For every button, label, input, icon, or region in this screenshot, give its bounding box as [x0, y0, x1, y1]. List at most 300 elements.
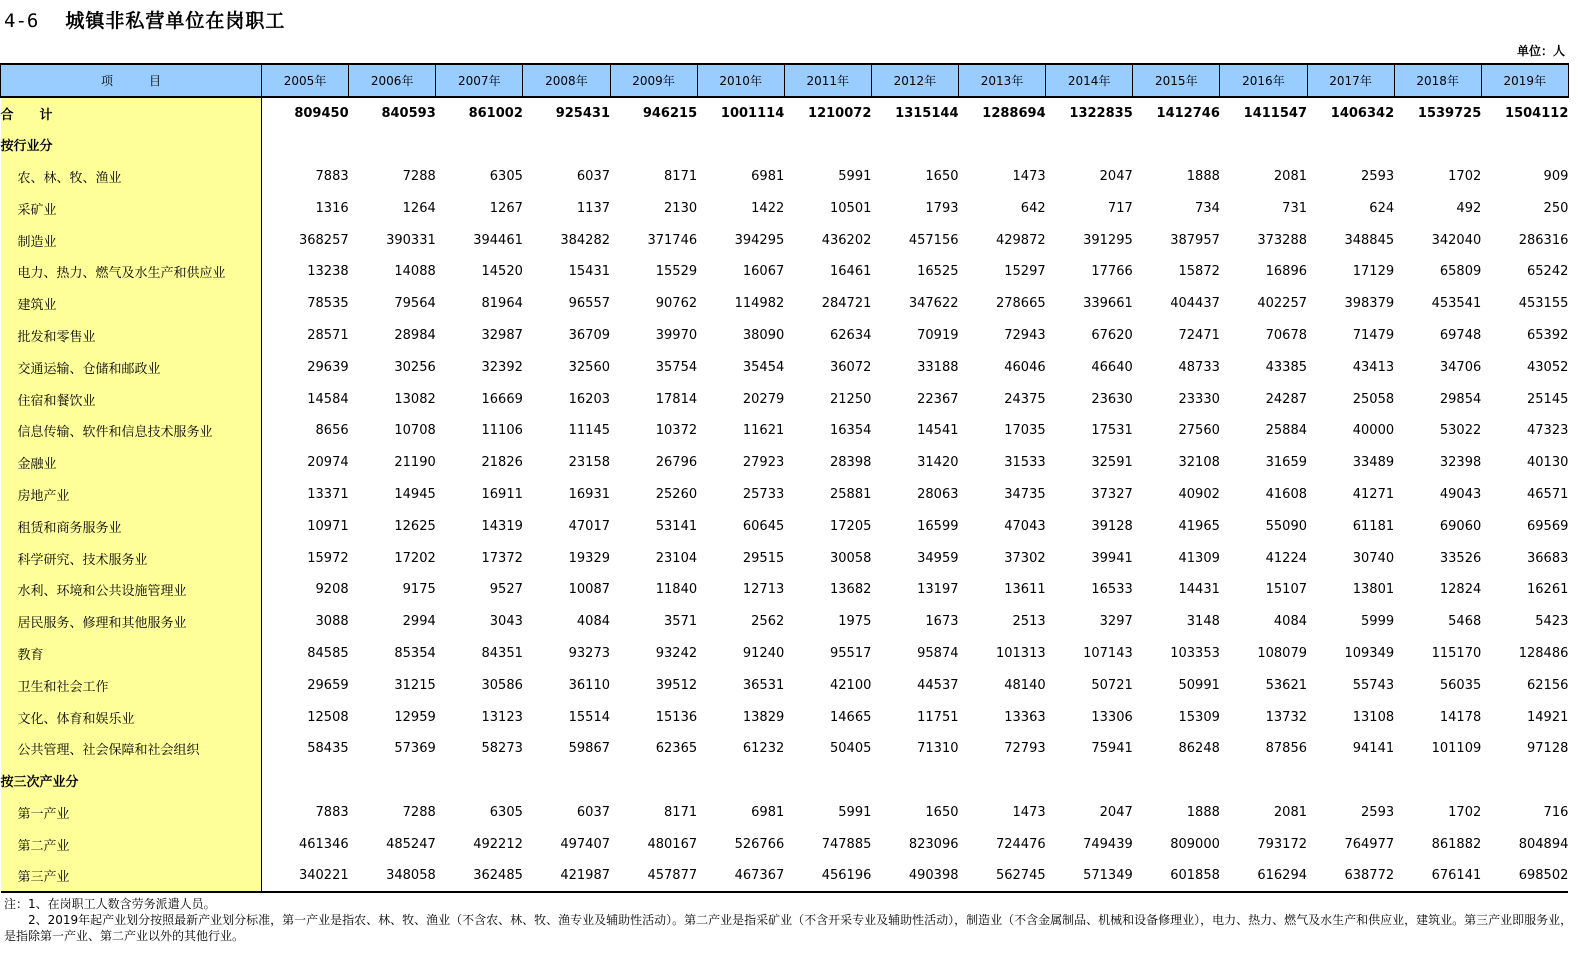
table-cell: 87856 — [1265, 741, 1307, 757]
table-cell: 6305 — [489, 168, 523, 184]
table-cell: 6981 — [751, 168, 785, 184]
table-cell: 29659 — [307, 677, 349, 693]
table-cell — [1481, 765, 1568, 797]
table-cell: 21826 — [481, 455, 523, 471]
table-cell: 250 — [1543, 200, 1569, 216]
table-cell: 65809 — [1439, 264, 1482, 280]
table-cell: 480167 — [647, 836, 698, 852]
table-cell: 390331 — [386, 232, 436, 248]
table-cell: 70919 — [917, 327, 959, 343]
table-cell: 81964 — [481, 296, 523, 312]
table-cell: 1210072 — [808, 105, 872, 121]
table-row — [1, 415, 1569, 447]
table-cell: 1422 — [751, 200, 785, 216]
table-cell: 456196 — [784, 860, 871, 892]
table-cell: 35754 — [655, 359, 698, 375]
table-cell: 16931 — [568, 486, 610, 502]
table-cell: 461346 — [298, 836, 349, 852]
table-cell: 16067 — [742, 264, 785, 280]
table-cell: 70678 — [1265, 327, 1307, 343]
table-cell: 25260 — [655, 486, 698, 502]
table-cell: 49043 — [1439, 486, 1482, 502]
table-row — [1, 161, 1569, 193]
table-cell: 34735 — [1004, 486, 1046, 502]
table-cell: 676141 — [1394, 860, 1481, 892]
table-cell: 1888 — [1186, 168, 1220, 184]
table-cell: 342040 — [1431, 232, 1482, 248]
table-cell: 48140 — [1004, 677, 1046, 693]
table-cell: 368257 — [298, 232, 349, 248]
table-cell: 339661 — [1083, 296, 1133, 312]
table-cell: 9527 — [489, 582, 523, 598]
table-cell: 78535 — [307, 296, 349, 312]
table-cell: 38090 — [742, 327, 785, 343]
table-cell: 6305 — [489, 804, 523, 820]
table-cell: 8171 — [664, 168, 698, 184]
row-label: 信息传输、软件和信息技术服务业 — [1, 415, 262, 447]
table-cell: 15972 — [307, 550, 349, 566]
table-cell: 16461 — [830, 264, 872, 280]
table-cell: 95874 — [917, 645, 959, 661]
table-cell: 50405 — [830, 741, 872, 757]
table-row — [1, 669, 1569, 701]
row-label: 采矿业 — [1, 192, 262, 224]
table-cell: 48733 — [1178, 359, 1220, 375]
table-cell: 14921 — [1527, 709, 1569, 725]
table-cell: 10087 — [568, 582, 610, 598]
year-column-header: 2019年 — [1481, 64, 1568, 97]
table-cell: 37327 — [1091, 486, 1133, 502]
table-cell — [1394, 129, 1481, 161]
table-cell: 1650 — [925, 168, 959, 184]
table-cell: 34706 — [1439, 359, 1482, 375]
table-cell: 394461 — [473, 232, 523, 248]
table-cell: 108079 — [1257, 645, 1307, 661]
table-number: 4-6 — [4, 10, 39, 32]
table-cell: 2513 — [1012, 614, 1046, 630]
table-cell: 2081 — [1273, 168, 1307, 184]
table-cell: 562745 — [959, 860, 1046, 892]
table-cell: 698502 — [1481, 860, 1568, 892]
row-label: 金融业 — [1, 447, 262, 479]
table-row — [1, 860, 1569, 892]
table-cell: 1504112 — [1505, 105, 1569, 121]
year-column-header: 2015年 — [1133, 64, 1220, 97]
table-cell: 62634 — [830, 327, 872, 343]
year-column-header: 2008年 — [523, 64, 610, 97]
table-cell: 24375 — [1004, 391, 1046, 407]
table-cell: 348058 — [349, 860, 436, 892]
table-cell: 1001114 — [720, 105, 785, 121]
table-cell: 62156 — [1527, 677, 1569, 693]
table-cell: 421987 — [523, 860, 610, 892]
table-cell: 9208 — [315, 582, 349, 598]
table-cell: 1975 — [838, 614, 872, 630]
table-cell: 638772 — [1307, 860, 1394, 892]
table-cell — [436, 129, 523, 161]
table-cell: 717 — [1107, 200, 1133, 216]
table-cell: 28063 — [917, 486, 959, 502]
table-cell: 56035 — [1439, 677, 1482, 693]
total-row — [1, 97, 1569, 129]
table-cell — [349, 765, 436, 797]
table-cell: 55090 — [1265, 518, 1307, 534]
row-label: 批发和零售业 — [1, 320, 262, 352]
table-cell: 7288 — [402, 168, 436, 184]
table-cell: 17766 — [1091, 264, 1133, 280]
table-cell: 1137 — [576, 200, 610, 216]
table-cell: 2593 — [1361, 168, 1395, 184]
table-cell: 79564 — [394, 296, 436, 312]
table-cell: 15136 — [655, 709, 698, 725]
table-cell: 17205 — [830, 518, 872, 534]
table-cell: 7883 — [315, 804, 349, 820]
table-cell: 1411547 — [1243, 105, 1307, 121]
table-cell: 2081 — [1273, 804, 1307, 820]
table-cell: 340221 — [262, 860, 349, 892]
table-cell: 1702 — [1448, 804, 1482, 820]
table-cell: 69748 — [1439, 327, 1482, 343]
table-cell: 14178 — [1439, 709, 1482, 725]
table-cell — [436, 765, 523, 797]
table-cell: 15529 — [655, 264, 698, 280]
table-cell: 43052 — [1527, 359, 1569, 375]
table-body — [1, 97, 1569, 892]
table-cell: 69060 — [1439, 518, 1482, 534]
table-cell: 13123 — [481, 709, 523, 725]
table-cell: 387957 — [1170, 232, 1220, 248]
table-cell: 5468 — [1448, 614, 1482, 630]
table-cell: 14088 — [394, 264, 436, 280]
table-cell: 26796 — [655, 455, 698, 471]
table-cell: 526766 — [734, 836, 785, 852]
table-cell: 642 — [1020, 200, 1046, 216]
table-cell: 809000 — [1170, 836, 1220, 852]
table-cell: 23104 — [655, 550, 698, 566]
year-column-header: 2012年 — [871, 64, 958, 97]
table-cell: 31420 — [917, 455, 959, 471]
row-label: 农、林、牧、渔业 — [1, 161, 262, 193]
table-cell: 16203 — [568, 391, 610, 407]
table-cell: 24287 — [1265, 391, 1307, 407]
table-cell: 40000 — [1352, 423, 1395, 439]
table-cell: 2994 — [402, 614, 436, 630]
table-cell — [1394, 765, 1481, 797]
table-cell: 41309 — [1178, 550, 1220, 566]
table-cell — [349, 129, 436, 161]
table-cell: 20974 — [307, 455, 349, 471]
section-row — [1, 765, 1569, 797]
table-cell: 14945 — [394, 486, 436, 502]
table-cell: 41965 — [1178, 518, 1220, 534]
table-cell: 9175 — [402, 582, 436, 598]
table-cell: 3043 — [489, 614, 523, 630]
table-cell: 10708 — [394, 423, 436, 439]
table-cell: 13082 — [394, 391, 436, 407]
table-cell: 861882 — [1431, 836, 1482, 852]
table-cell: 47043 — [1004, 518, 1046, 534]
table-cell: 5991 — [838, 804, 872, 820]
table-cell — [523, 129, 610, 161]
table-cell: 101109 — [1431, 741, 1482, 757]
table-cell: 7288 — [402, 804, 436, 820]
table-cell: 107143 — [1083, 645, 1133, 661]
table-cell: 13108 — [1352, 709, 1395, 725]
table-row — [1, 479, 1569, 511]
table-cell: 13197 — [917, 582, 959, 598]
year-column-header: 2018年 — [1394, 64, 1481, 97]
table-cell: 12713 — [742, 582, 785, 598]
table-cell: 71310 — [917, 741, 959, 757]
table-cell — [1307, 765, 1394, 797]
row-label: 电力、热力、燃气及水生产和供应业 — [1, 256, 262, 288]
table-cell: 29854 — [1439, 391, 1482, 407]
table-cell: 71479 — [1352, 327, 1395, 343]
table-cell: 34959 — [917, 550, 959, 566]
table-cell: 101313 — [995, 645, 1046, 661]
table-cell: 1288694 — [982, 105, 1046, 121]
table-cell — [262, 765, 349, 797]
table-cell: 25884 — [1265, 423, 1307, 439]
year-column-header: 2011年 — [784, 64, 871, 97]
row-label: 合 计 — [1, 97, 262, 129]
table-cell: 15309 — [1178, 709, 1220, 725]
table-cell: 32987 — [481, 327, 523, 343]
table-cell: 32392 — [481, 359, 523, 375]
table-cell: 5999 — [1361, 614, 1395, 630]
table-cell: 3297 — [1099, 614, 1133, 630]
table-cell: 32560 — [568, 359, 610, 375]
table-cell: 25733 — [742, 486, 785, 502]
table-cell: 1264 — [402, 200, 436, 216]
table-cell: 2047 — [1099, 168, 1133, 184]
table-cell: 1406342 — [1330, 105, 1395, 121]
table-cell: 33526 — [1439, 550, 1482, 566]
table-cell: 734 — [1195, 200, 1220, 216]
row-label: 交通运输、仓储和邮政业 — [1, 351, 262, 383]
year-column-header: 2007年 — [436, 64, 523, 97]
table-cell: 747885 — [821, 836, 872, 852]
table-cell: 15107 — [1265, 582, 1307, 598]
table-cell: 17372 — [481, 550, 523, 566]
table-cell: 492212 — [473, 836, 523, 852]
row-label: 制造业 — [1, 224, 262, 256]
table-cell — [1046, 765, 1133, 797]
table-cell: 13829 — [742, 709, 785, 725]
table-cell: 47323 — [1527, 423, 1569, 439]
table-cell: 10501 — [830, 200, 872, 216]
table-cell: 93242 — [655, 645, 698, 661]
table-row — [1, 351, 1569, 383]
table-row — [1, 638, 1569, 670]
table-cell: 23630 — [1091, 391, 1133, 407]
table-cell — [1220, 129, 1307, 161]
table-cell: 14319 — [481, 518, 523, 534]
table-cell: 60645 — [742, 518, 785, 534]
table-cell: 67620 — [1091, 327, 1133, 343]
table-row — [1, 542, 1569, 574]
table-cell: 11840 — [655, 582, 698, 598]
table-cell: 17814 — [655, 391, 698, 407]
table-cell: 823096 — [908, 836, 959, 852]
table-cell: 21190 — [394, 455, 436, 471]
table-cell: 15514 — [568, 709, 610, 725]
row-label: 公共管理、社会保障和社会组织 — [1, 733, 262, 765]
table-cell: 436202 — [821, 232, 872, 248]
row-label: 按三次产业分 — [1, 765, 262, 797]
table-cell: 19329 — [568, 550, 610, 566]
table-cell: 29639 — [307, 359, 349, 375]
table-cell: 42100 — [830, 677, 872, 693]
table-cell: 50721 — [1091, 677, 1133, 693]
table-cell: 467367 — [697, 860, 784, 892]
table-cell: 13371 — [307, 486, 349, 502]
table-cell: 16525 — [917, 264, 959, 280]
table-cell: 115170 — [1431, 645, 1482, 661]
table-cell: 804894 — [1518, 836, 1569, 852]
table-cell: 109349 — [1344, 645, 1395, 661]
table-cell: 11751 — [917, 709, 959, 725]
table-cell: 39512 — [655, 677, 698, 693]
table-cell: 58435 — [307, 741, 349, 757]
table-cell: 41608 — [1265, 486, 1307, 502]
table-cell: 37302 — [1004, 550, 1046, 566]
table-cell: 809450 — [294, 105, 349, 121]
table-cell — [262, 129, 349, 161]
table-cell: 286316 — [1518, 232, 1569, 248]
table-cell: 46640 — [1091, 359, 1133, 375]
table-cell: 30058 — [830, 550, 872, 566]
table-cell: 46046 — [1004, 359, 1046, 375]
table-cell: 5991 — [838, 168, 872, 184]
table-cell: 1473 — [1012, 168, 1046, 184]
table-cell: 749439 — [1083, 836, 1133, 852]
year-column-header: 2005年 — [262, 64, 349, 97]
table-cell: 1412746 — [1156, 105, 1220, 121]
table-cell: 384282 — [560, 232, 610, 248]
table-cell: 28398 — [830, 455, 872, 471]
table-cell: 61232 — [742, 741, 785, 757]
table-cell: 36072 — [830, 359, 872, 375]
table-cell: 35454 — [742, 359, 785, 375]
table-cell: 128486 — [1518, 645, 1569, 661]
table-cell: 946215 — [642, 105, 698, 121]
table-cell — [959, 129, 1046, 161]
table-cell — [784, 765, 871, 797]
table-cell: 39941 — [1091, 550, 1133, 566]
table-cell: 1673 — [925, 614, 959, 630]
row-label: 居民服务、修理和其他服务业 — [1, 606, 262, 638]
table-cell: 93273 — [568, 645, 610, 661]
table-cell: 96557 — [568, 296, 610, 312]
table-cell: 347622 — [908, 296, 959, 312]
table-cell — [697, 765, 784, 797]
table-cell: 47017 — [568, 518, 610, 534]
table-cell: 17531 — [1091, 423, 1133, 439]
year-column-header: 2016年 — [1220, 64, 1307, 97]
table-cell: 12625 — [394, 518, 436, 534]
table-cell: 840593 — [381, 105, 436, 121]
table-cell: 2130 — [664, 200, 698, 216]
table-cell: 601858 — [1133, 860, 1220, 892]
table-cell: 103353 — [1170, 645, 1220, 661]
table-cell: 3571 — [664, 614, 698, 630]
table-cell: 15297 — [1004, 264, 1046, 280]
table-cell: 2047 — [1099, 804, 1133, 820]
table-cell: 391295 — [1083, 232, 1133, 248]
table-cell: 33489 — [1352, 455, 1395, 471]
table-cell: 373288 — [1257, 232, 1307, 248]
table-cell: 13682 — [830, 582, 872, 598]
table-cell: 32108 — [1178, 455, 1220, 471]
row-label: 住宿和餐饮业 — [1, 383, 262, 415]
table-cell: 6037 — [576, 168, 610, 184]
row-label: 教育 — [1, 638, 262, 670]
table-cell — [871, 129, 958, 161]
table-cell — [610, 765, 697, 797]
table-cell: 394295 — [734, 232, 785, 248]
table-cell: 58273 — [481, 741, 523, 757]
table-cell: 14584 — [307, 391, 349, 407]
table-cell — [1133, 765, 1220, 797]
table-cell: 30586 — [481, 677, 523, 693]
table-cell: 14541 — [917, 423, 959, 439]
table-cell: 41224 — [1265, 550, 1307, 566]
table-cell: 348845 — [1344, 232, 1395, 248]
table-cell: 731 — [1282, 200, 1307, 216]
table-cell: 17035 — [1004, 423, 1046, 439]
section-row — [1, 129, 1569, 161]
table-cell: 13611 — [1004, 582, 1046, 598]
table-cell: 1322835 — [1069, 105, 1133, 121]
table-cell: 457877 — [610, 860, 697, 892]
table-cell: 36683 — [1527, 550, 1569, 566]
table-cell: 1793 — [925, 200, 959, 216]
table-cell: 17202 — [394, 550, 436, 566]
table-cell: 13363 — [1004, 709, 1046, 725]
table-cell: 25881 — [830, 486, 872, 502]
footnote-1: 注：1、在岗职工人数含劳务派遣人员。 — [4, 897, 216, 911]
table-cell: 485247 — [386, 836, 436, 852]
table-cell: 95517 — [830, 645, 872, 661]
table-cell: 41271 — [1352, 486, 1395, 502]
table-cell: 10372 — [655, 423, 698, 439]
table-cell: 453155 — [1518, 296, 1569, 312]
table-cell: 23330 — [1178, 391, 1220, 407]
table-cell: 16261 — [1527, 582, 1569, 598]
table-row — [1, 797, 1569, 829]
table-cell: 65242 — [1527, 264, 1569, 280]
row-label: 租赁和商务服务业 — [1, 510, 262, 542]
table-cell: 13238 — [307, 264, 349, 280]
table-cell: 75941 — [1091, 741, 1133, 757]
table-row — [1, 383, 1569, 415]
statistics-table — [0, 63, 1569, 893]
year-column-header: 2013年 — [959, 64, 1046, 97]
table-cell: 716 — [1543, 804, 1569, 820]
table-cell: 1702 — [1448, 168, 1482, 184]
table-cell: 72793 — [1004, 741, 1046, 757]
table-cell: 43413 — [1352, 359, 1395, 375]
table-cell: 31533 — [1004, 455, 1046, 471]
table-cell: 84585 — [307, 645, 349, 661]
table-cell: 94141 — [1352, 741, 1395, 757]
table-cell: 4084 — [576, 614, 610, 630]
page-title — [4, 6, 285, 32]
table-cell: 6037 — [576, 804, 610, 820]
table-cell: 7883 — [315, 168, 349, 184]
table-cell: 36110 — [568, 677, 610, 693]
